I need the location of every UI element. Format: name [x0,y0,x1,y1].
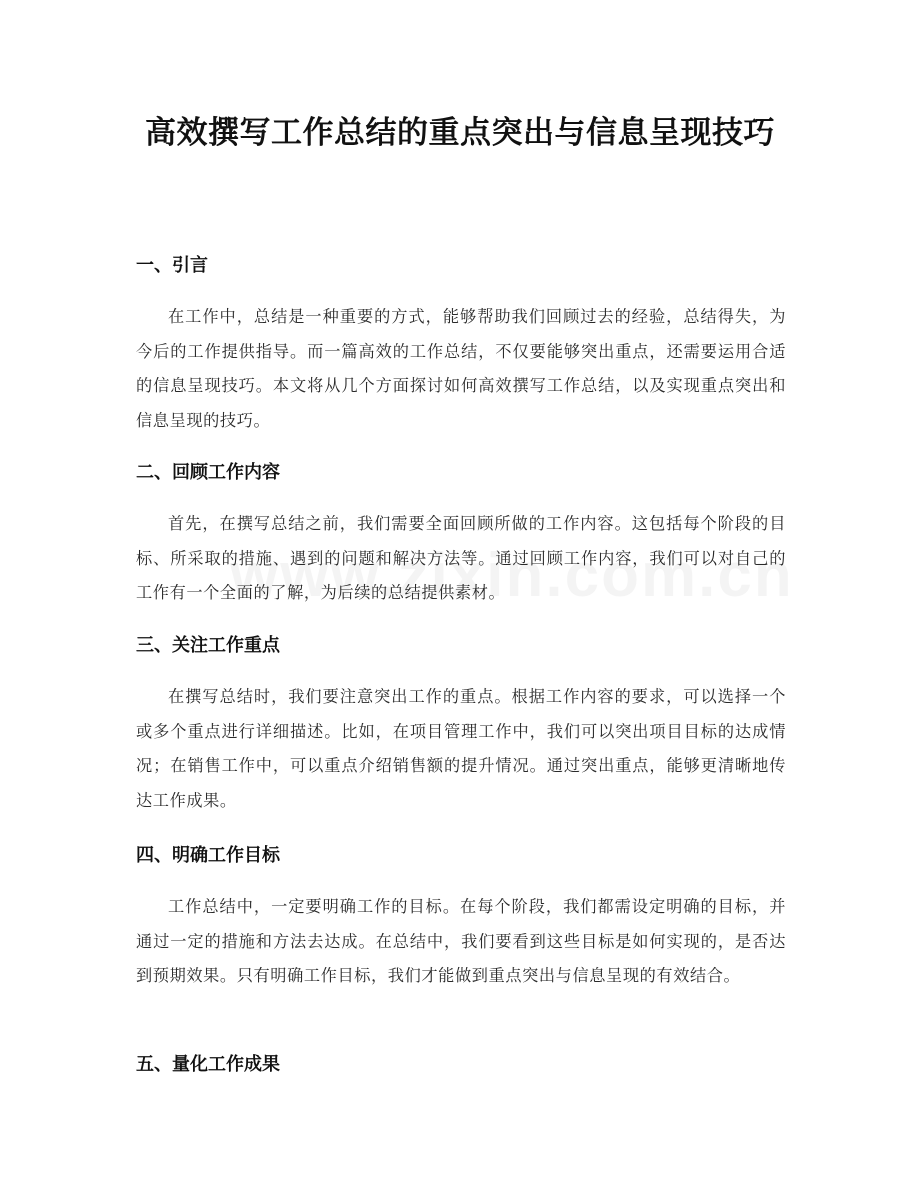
section-heading-introduction: 一、引言 [136,255,208,276]
section-heading-focus-key-points: 三、关注工作重点 [136,635,280,656]
section-heading-clear-goals: 四、明确工作目标 [136,845,280,866]
section-heading-review-work: 二、回顾工作内容 [136,462,280,483]
section-paragraph-clear-goals: 工作总结中，一定要明确工作的目标。在每个阶段，我们都需设定明确的目标，并通过一定的措施和方法去达成。在总结中，我们要看到这些目标是如何实现的，是否达到预期效果。只有明确工作目标，我们才能做到重点突出与信息呈现的有效结合。 [136,897,786,985]
section-heading-quantify-results: 五、量化工作成果 [136,1054,280,1075]
section-paragraph-review-work: 首先，在撰写总结之前，我们需要全面回顾所做的工作内容。这包括每个阶段的目标、所采取的措施、遇到的问题和解决方法等。通过回顾工作内容，我们可以对自己的工作有一个全面的了解，为后续的总结提供素材。 [136,514,786,602]
section-paragraph-focus-key-points: 在撰写总结时，我们要注意突出工作的重点。根据工作内容的要求，可以选择一个或多个重点进行详细描述。比如，在项目管理工作中，我们可以突出项目目标的达成情况；在销售工作中，可以重点介绍销售额的提升情况。通过突出重点，能够更清晰地传达工作成果。 [136,687,786,810]
document-title: 高效撰写工作总结的重点突出与信息呈现技巧 [145,115,775,151]
section-paragraph-introduction: 在工作中，总结是一种重要的方式，能够帮助我们回顾过去的经验，总结得失，为今后的工作提供指导。而一篇高效的工作总结，不仅要能够突出重点，还需要运用合适的信息呈现技巧。本文将从几个方面探讨如何高效撰写工作总结，以及实现重点突出和信息呈现的技巧。 [136,307,786,430]
